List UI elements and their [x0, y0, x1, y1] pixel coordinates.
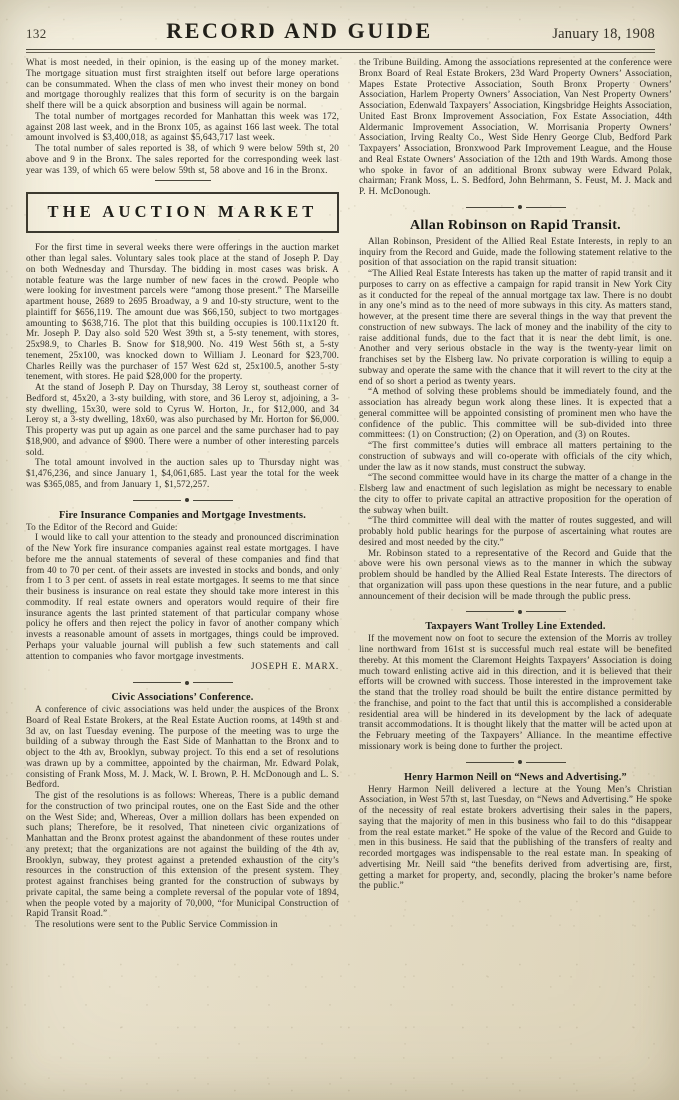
ornament-divider [359, 756, 672, 769]
civic-conference-heading: Civic Associations’ Conference. [111, 692, 254, 703]
letter-signature: JOSEPH E. MARX. [250, 661, 339, 672]
ornament-divider [26, 676, 339, 689]
civic-conference-paragraph-2: The gist of the resolutions is as follows: Whereas, There is a public demand for the construction of two principal routes, one on the East Side and the other on the West Side; and, Whereas, Over a million dollars has been expended on such plans; Therefore, be it resolved, That nineteen civic organizations of Manhattan and the Bronx protest against the abandonment of these routes under any pretext; that the organizations are not against the building of the 4th av, Brooklyn, subway, they protest against a pretended exhaustion of the city’s resources in the construction of this extension of the present system. They protest against franchises being granted for the construction of subways by private capital, the same being a complete reversal of the popular vote of 1894, when the people voted by a majority of 70,000, “for Municipal Construction of Rapid Transit Road.” [26, 790, 339, 919]
divider-dot [518, 205, 522, 209]
divider-bar-left [466, 762, 514, 763]
trolley-heading: Taxpayers Want Trolley Line Extended. [425, 621, 606, 633]
left-column [26, 57, 339, 1084]
auction-paragraph-2: At the stand of Joseph P. Day on Thursday, 38 Leroy st, southeast corner of Bedford st, 45x20, a 3-sty building, with store, and 36 Leroy st, adjoining, a 3-sty dwelling, 15x30, were sold to Cyrus W. Horton, Jr., for $12,000, and 34 Leroy st, a 3-sty dwelling, 18x60, was also purchased by Mr. Horton for $6,000. This property was put up again as one parcel and the same purchaser had to pay $18,900, and advance of $900. There were a number of other interesting parcels sold. [26, 382, 339, 457]
rapid-transit-paragraph-1: Allan Robinson, President of the Allied Real Estate Interests, in reply to an inquiry from the Record and Guide, made the following statement relative to the position of that association on the rapid transit situation: [359, 235, 672, 268]
divider-dot [518, 760, 522, 764]
publication-title: RECORD AND GUIDE [166, 18, 433, 43]
column-container [26, 57, 672, 1084]
divider-bar-right [526, 611, 566, 612]
opening-paragraph-1: What is most needed, in their opinion, is the easing up of the money market. The mortgage situation must first straighten itself out before large operations can be consummated. When the class of men who invest their money on bond and mortgage thoroughly realizes that this form of security is on the bargain shelf there will be a quick absorption and business will again be normal. [26, 57, 339, 110]
rapid-transit-paragraph-5: “The second committee would have in its charge the matter of a change in the Elsberg law and enactment of such legislation as might be necessary to enable the city to offer to private capital an attractive proposition for the operation of the subway when built. [359, 472, 672, 515]
right-column [359, 57, 672, 1084]
divider-dot [185, 498, 189, 502]
rapid-transit-paragraph-4: “The first committee’s duties will embrace all matters pertaining to the construction of subways and will co-operate with officials of the city which, under the law as it now stands, must construct the subway. [359, 440, 672, 472]
opening-paragraph-3: The total number of sales reported is 38, of which 9 were below 59th st, 20 above and 9 in the Bronx. The sales reported for the corresponding week last year was 139, of which 65 were below 59th st, 58 above and 16 in the Bronx. [26, 143, 339, 175]
divider-bar-left [133, 500, 181, 501]
conference-continued-paragraph: the Tribune Building. Among the associations represented at the conference were Bronx Board of Real Estate Brokers, 23d Ward Property Owners’ Association, Mapes Estate Protective Association, South Bronx Property Owners’ Association, Harlem Property Owners’ Association, Van Nest Property Owners’ Association, Edenwald Taxpayers’ Association, Kingsbridge Heights Association, United East Bronx Improvement Association, Fox Estate Association, 44th Aldermanic Improvement Association, W. Morrisania Property Owners’ Association, Irving Realty Co., West Side Henry George Club, Bedford Park Taxpayers’ Association, Bronxwood Park Improvement League, and the House and Real Estate Owners’ Association of the 12th and 19th Wards. Among those who spoke in favor of an additional Bronx subway were Edward Polak, chairman; Frank Moss, L. S. Bedford, John Behrmann, S. Feust, M. J. Mack and P. H. McDonough. [359, 57, 672, 196]
auction-paragraph-3: The total amount involved in the auction sales up to Thursday night was $1,476,236, and since January 1, $4,061,685. Last year the total for the week was $365,085, and from January 1, $1,572,257. [26, 457, 339, 489]
fire-insurance-salutation: To the Editor of the Record and Guide: [26, 521, 178, 532]
masthead-rule [26, 49, 655, 53]
ornament-divider [26, 494, 339, 507]
divider-dot [185, 681, 189, 685]
section-rule [26, 175, 339, 186]
auction-paragraph-1: For the first time in several weeks there were offerings in the auction market other than legal sales. Voluntary sales took place at the stand of Joseph P. Day on both Wednesday and Thursday. The bidding in most cases was brisk. A notable feature was the large number of new faces in the crowd. People who were looking for investment parcels were “among those present.” The Marseille apartment house, 2689 to 2695 Broadway, a 9 and 10-sty structure, went to the plaintiff for $656,119. The amount due was $66,150, subject to two mortgages amounting to $638,716. The plot that this building occupies is 100.11x120 ft. Mr. Joseph P. Day also sold 520 West 39th st, a 5-sty tenement, with stores, 25x98.9, to Charles B. Snow for $18,900. No. 419 West 56th st, a 5-sty tenement, 25x100, was knocked down to William J. Leonard for $23,700. Charles Reilly was the purchaser of 157 West 62d st, 25x100.5, another 5-sty tenement, with stores. He paid $28,000 for the property. [26, 242, 339, 382]
fire-insurance-heading: Fire Insurance Companies and Mortgage Investments. [59, 509, 306, 521]
divider-bar-right [526, 762, 566, 763]
auction-market-heading: THE AUCTION MARKET [47, 202, 318, 222]
rapid-transit-paragraph-7: Mr. Robinson stated to a representative of the Record and Guide that the above were his own personal views as to the manner in which the subway problem should be handled by the Allied Real Estate Interests. The directors of that organization will pass upon these questions in the near future, and a public announcement of their decision will be made through the public press. [359, 547, 672, 601]
advertising-heading: Henry Harmon Neill on “News and Advertising.” [404, 771, 627, 783]
opening-paragraph-2: The total number of mortgages recorded for Manhattan this week was 172, against 208 last week, and in the Bronx 105, as against 166 last week. The total amount involved is $3,400,018, as against $5,643,717 last week. [26, 110, 339, 143]
ornament-divider [359, 605, 672, 618]
rapid-transit-paragraph-6: “The third committee will deal with the matter of routes suggested, and will probably hold public hearings for the purpose of ascertaining what routes are desired and most needed by the city.” [359, 515, 672, 547]
rapid-transit-heading: Allan Robinson on Rapid Transit. [410, 217, 621, 233]
divider-dot [518, 610, 522, 614]
fire-insurance-body: I would like to call your attention to the steady and pronounced discrimination of the New York fire insurance companies against real estate mortgages. I have before me the annual statements of several of these companies and find that from 40 to 70 per cent. of their assets are invested in stocks and bonds, and only from 1 to 3 per cent. of assets in real estate mortgages. It seems to me that since their business is insurance on real estate they should take more interest in this commodity. If real estate owners and operators would require of their fire insurance agents the last printed statement of that particular company whose policy he offers and then reject the policy in favor of another company which invests a reasonable amount of assets in mortgages, things could be improved. Perhaps your valuable journal will publish a few such statements and call attention to companies who favor mortgage investments. [26, 532, 339, 661]
advertising-paragraph-1: Henry Harmon Neill delivered a lecture at the Young Men’s Christian Association, in West 57th st, last Tuesday, on “News and Advertising.” He spoke of the necessity of real estate brokers advertising their sales in the papers, saying that the majority of men in this business who fail to do this “disappear from the real estate market.” He spoke of the value of the Record and Guide to men in this business. He said that the publishing of the transfers of realty and recorded mortgages was indispensable to the real estate man. In speaking of advertising Mr. Neill said “the benefits derived from advertising are, first, getting a market for property, and, secondly, placing the broker’s name before the public.” [359, 783, 672, 891]
page-folio-number: 132 [26, 26, 47, 41]
divider-bar-left [466, 207, 514, 208]
civic-conference-paragraph-3: The resolutions were sent to the Public Service Commission in [35, 919, 278, 929]
issue-date: January 18, 1908 [552, 26, 655, 42]
civic-conference-paragraph-1: A conference of civic associations was held under the auspices of the Bronx Board of Real Estate Brokers, at the Real Estate Auction rooms, at 149th st and 3d av, on last Tuesday evening. The purpose of the meeting was to urge the building of a subway through the East Side of Manhattan to the Bronx and to object to the 4th av, Brooklyn, subway project. To this end a set of resolutions was drawn up by a committee, appointed by the chairman, Mr. Edward Polak, consisting of Frank Moss, M. J. Mack, W. I. Brown, P. H. McDonough and L. S. Bedford. [26, 704, 339, 790]
divider-bar-right [193, 682, 233, 683]
auction-market-banner [26, 192, 339, 233]
rapid-transit-paragraph-3: “A method of solving these problems should be immediately found, and the association has already begun work along these lines. It is expected that a general committee will be appointed consisting of prominent men who have the confidence of the public. This committee will be sub-divided into three committees: (1) on Construction; (2) on Operation, and (3) on Routes. [359, 386, 672, 440]
trolley-paragraph-1: If the movement now on foot to secure the extension of the Morris av trolley line northward from 161st st is successful much real estate will be benefited thereby. At this moment the Claremont Heights Taxpayers’ Association is doing much toward enlisting active aid in this direction, and it is believed that their efforts will be crowned with success. Those interested in the improvement take the stand that the trolley road should be built the entire distance permitted by the franchise, and point to the fact that until this is accomplished a considerable residential area will be hindered in its development by the lack of adequate transit accommodations. It is thought likely that the matter will be acted upon at the February meeting of the Taxpayers’ Alliance. In the meantime effective missionary work is being done to further the project. [359, 633, 672, 751]
divider-bar-left [466, 611, 514, 612]
rapid-transit-paragraph-2: “The Allied Real Estate Interests has taken up the matter of rapid transit and it purposes to carry on as effective a campaign for rapid transit in New York City as it conducted for the repeal of the annual mortgage tax law. There is no doubt in any one’s mind as to the need of more subways in this city. As matters stand, however, at the present time there are several things in the way that prevent the construction of new subways. The lack of money and the inability of the city to raise additional funds, due to the fact that it is near the debt limit, is one. Another and very serious obstacle in the way is the twenty-year limit on franchises set by the Elsberg law. No private corporation is willing to equip a subway and operate the same with the chance that it will revert to the city at the end of so short a period as twenty years. [359, 268, 672, 386]
divider-bar-left [133, 682, 181, 683]
ornament-divider [359, 201, 672, 214]
masthead [26, 18, 655, 48]
divider-bar-right [193, 500, 233, 501]
divider-bar-right [526, 207, 566, 208]
